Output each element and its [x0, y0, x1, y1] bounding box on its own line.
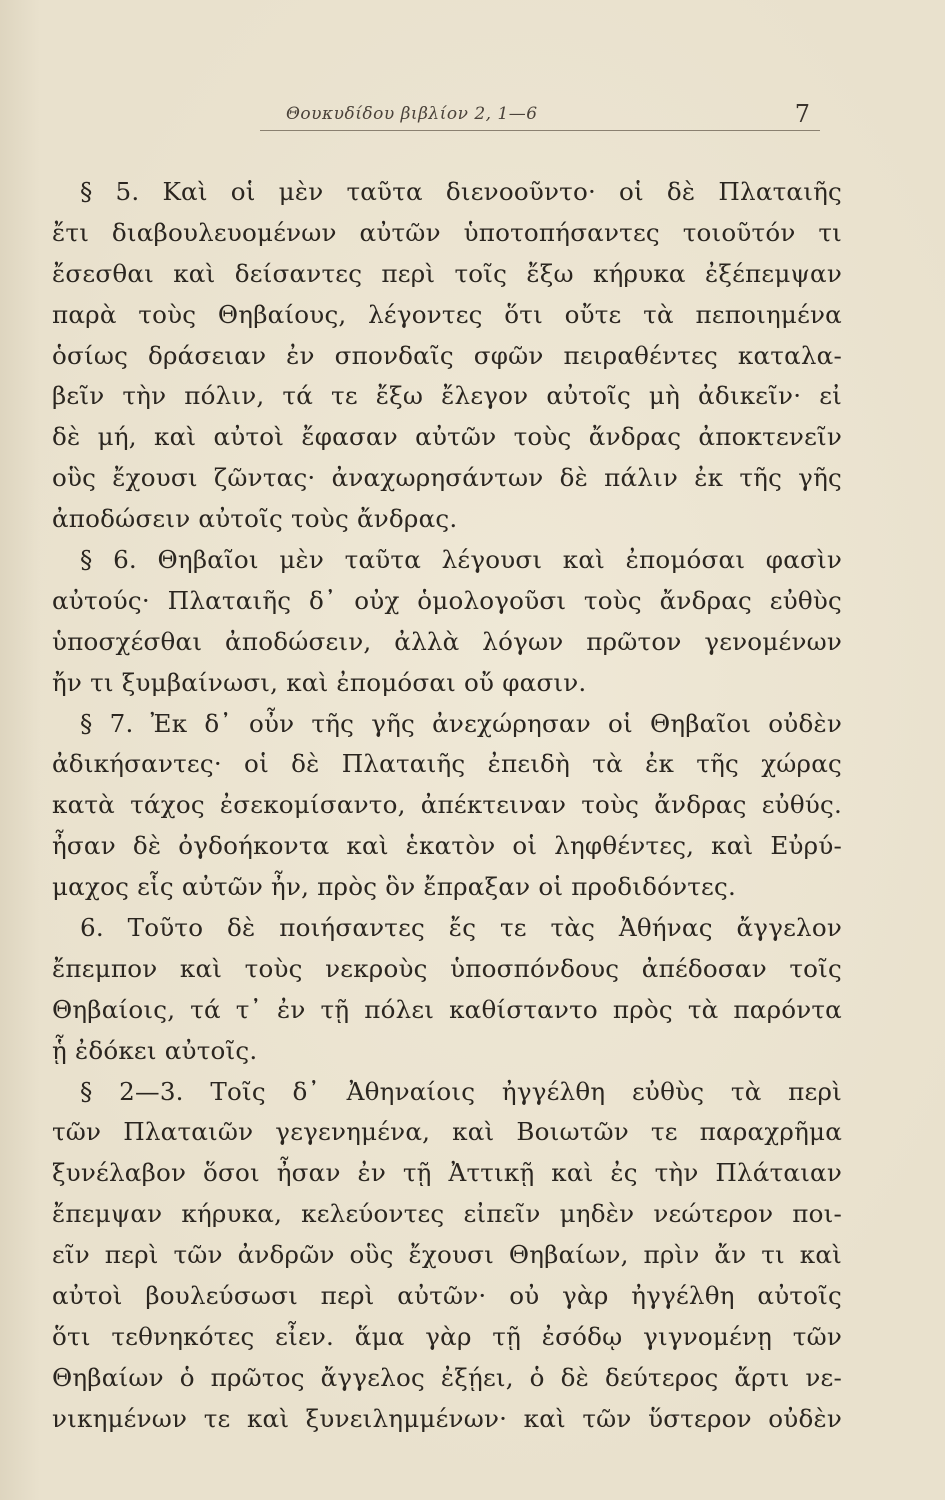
text-line: ἔτι διαβουλευομένων αὐτῶν ὑποτοπήσαντες τοιοῦτόν τι [52, 217, 842, 247]
text-line: αὐτοὶ βουλεύσωσι περὶ αὐτῶν· οὐ γὰρ ἠγγέλθη αὐτοῖς [52, 1281, 842, 1311]
header-rule [260, 130, 820, 131]
text-line: μαχος εἷς αὐτῶν ἦν, πρὸς ὃν ἔπραξαν οἱ προδιδόντες. [52, 872, 736, 902]
text-line: Θηβαίων ὁ πρῶτος ἄγγελος ἐξῄει, ὁ δὲ δεύτερος ἄρτι νε- [52, 1362, 842, 1392]
text-line: § 2—3. Τοῖς δ᾽ Ἀθηναίοις ἠγγέλθη εὐθὺς τὰ περὶ [80, 1076, 842, 1106]
text-line: ξυνέλαβον ὅσοι ἦσαν ἐν τῇ Ἀττικῇ καὶ ἐς τὴν Πλάταιαν [52, 1158, 842, 1188]
text-line: § 5. Καὶ οἱ μὲν ταῦτα διενοοῦντο· οἱ δὲ Πλαταιῆς [80, 177, 842, 206]
text-line: εῖν περὶ τῶν ἀνδρῶν οὓς ἔχουσι Θηβαίων, πρὶν ἄν τι καὶ [52, 1240, 842, 1270]
text-line: βεῖν τὴν πόλιν, τά τε ἔξω ἔλεγον αὐτοῖς μὴ ἀδικεῖν· εἰ [52, 381, 842, 411]
text-line: οὓς ἔχουσι ζῶντας· ἀναχωρησάντων δὲ πάλιν ἐκ τῆς γῆς [52, 463, 842, 493]
running-header [280, 100, 820, 134]
text-line: ἔπεμψαν κήρυκα, κελεύοντες εἰπεῖν μηδὲν νεώτερον ποι- [52, 1199, 842, 1229]
text-line: ἔσεσθαι καὶ δείσαντες περὶ τοῖς ἔξω κήρυκα ἐξέπεμψαν [52, 258, 842, 288]
text-line: § 7. Ἐκ δ᾽ οὖν τῆς γῆς ἀνεχώρησαν οἱ Θηβαῖοι οὐδὲν [80, 708, 842, 738]
text-line: ἔπεμπον καὶ τοὺς νεκροὺς ὑποσπόνδους ἀπέδοσαν τοῖς [52, 953, 842, 983]
running-title: Θουκυδίδου βιβλίον 2, 1—6 [286, 104, 538, 124]
text-line: κατὰ τάχος ἐσεκομίσαντο, ἀπέκτειναν τοὺς ἄνδρας εὐθύς. [52, 790, 842, 820]
text-line: δὲ μή, καὶ αὐτοὶ ἔφασαν αὐτῶν τοὺς ἄνδρας ἀποκτενεῖν [52, 422, 842, 452]
text-line: ὁσίως δράσειαν ἐν σπονδαῖς σφῶν πειραθέντες καταλα- [52, 340, 842, 370]
text-line: νικημένων τε καὶ ξυνειλημμένων· καὶ τῶν ὕστερον οὐδὲν [52, 1403, 842, 1433]
text-line: 6. Τοῦτο δὲ ποιήσαντες ἔς τε τὰς Ἀθήνας ἄγγελον [80, 913, 842, 943]
text-line: ὅτι τεθνηκότες εἶεν. ἅμα γὰρ τῇ ἐσόδῳ γιγνομένῃ τῶν [52, 1321, 842, 1351]
text-line: ὑποσχέσθαι ἀποδώσειν, ἀλλὰ λόγων πρῶτον γενομένων [52, 626, 842, 656]
text-line: ᾗ ἐδόκει αὐτοῖς. [52, 1035, 258, 1065]
text-line: τῶν Πλαταιῶν γεγενημένα, καὶ Βοιωτῶν τε παραχρῆμα [52, 1117, 842, 1147]
text-line: ἀποδώσειν αὐτοῖς τοὺς ἄνδρας. [52, 504, 458, 534]
text-line: ἀδικήσαντες· οἱ δὲ Πλαταιῆς ἐπειδὴ τὰ ἐκ τῆς χώρας [52, 749, 842, 779]
text-line: ἤν τι ξυμβαίνωσι, καὶ ἐπομόσαι οὔ φασιν. [52, 667, 587, 697]
text-line: ἦσαν δὲ ὀγδοήκοντα καὶ ἑκατὸν οἱ ληφθέντες, καὶ Εὐρύ- [52, 831, 842, 861]
text-line: αὐτούς· Πλαταιῆς δ᾽ οὐχ ὁμολογοῦσι τοὺς ἄνδρας εὐθὺς [52, 585, 842, 615]
text-line: Θηβαίοις, τά τ᾽ ἐν τῇ πόλει καθίσταντο πρὸς τὰ παρόντα [52, 994, 842, 1024]
body-text [52, 172, 842, 1440]
text-line: παρὰ τοὺς Θηβαίους, λέγοντες ὅτι οὔτε τὰ πεποιημένα [52, 299, 842, 329]
page-number: 7 [794, 100, 810, 128]
text-line: § 6. Θηβαῖοι μὲν ταῦτα λέγουσι καὶ ἐπομόσαι φασὶν [80, 545, 842, 575]
